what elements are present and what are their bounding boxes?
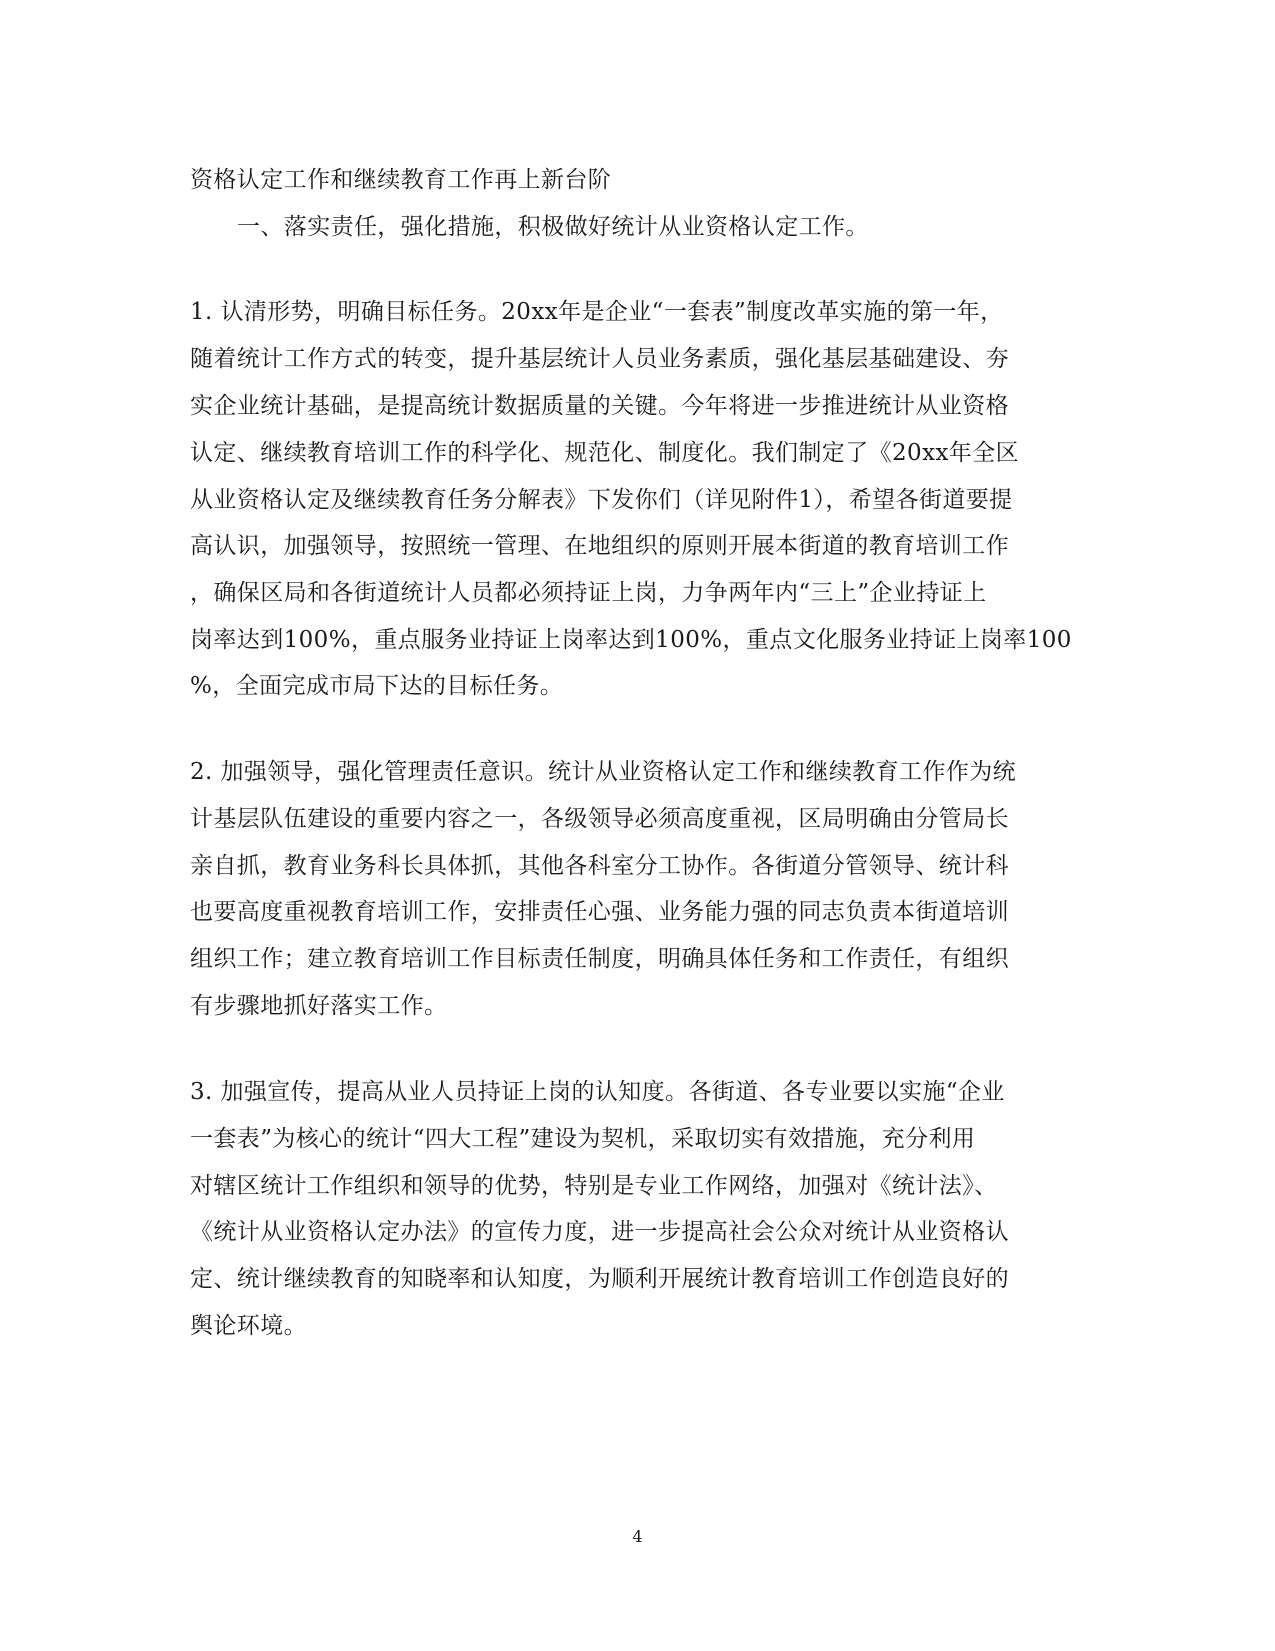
paragraph-line: 一套表”为核心的统计“四大工程”建设为契机，采取切实有效措施，充分利用 <box>190 1126 976 1152</box>
paragraph-line: 计基层队伍建设的重要内容之一，各级领导必须高度重视，区局明确由分管局长 <box>190 806 1009 832</box>
paragraph-line: 认定、继续教育培训工作的科学化、规范化、制度化。我们制定了《20xx年全区 <box>190 440 1020 466</box>
heading-line: 资格认定工作和继续教育工作再上新台阶 <box>190 167 612 193</box>
paragraph-line: 高认识，加强领导，按照统一管理、在地组织的原则开展本街道的教育培训工作 <box>190 533 1009 559</box>
paragraph-line: 也要高度重视教育培训工作，安排责任心强、业务能力强的同志负责本街道培训 <box>190 899 1009 925</box>
paragraph-line: 有步骤地抓好落实工作。 <box>190 993 448 1019</box>
paragraph-line: 岗率达到100%，重点服务业持证上岗率达到100%，重点文化服务业持证上岗率100 <box>190 627 1072 653</box>
paragraph-line: 组织工作；建立教育培训工作目标责任制度，明确具体任务和工作责任，有组织 <box>190 946 1009 972</box>
paragraph-line: 2. 加强领导，强化管理责任意识。统计从业资格认定工作和继续教育工作作为统 <box>190 759 1017 785</box>
section-heading: 一、落实责任，强化措施，积极做好统计从业资格认定工作。 <box>237 214 869 240</box>
paragraph-line: 亲自抓，教育业务科长具体抓，其他各科室分工协作。各街道分管领导、统计科 <box>190 853 1009 879</box>
paragraph-line: 定、统计继续教育的知晓率和认知度，为顺利开展统计教育培训工作创造良好的 <box>190 1266 1009 1292</box>
paragraph-line: 3. 加强宣传，提高从业人员持证上岗的认知度。各街道、各专业要以实施“企业 <box>190 1079 1005 1105</box>
paragraph-line: 对辖区统计工作组织和领导的优势，特别是专业工作网络，加强对《统计法》、 <box>190 1173 998 1199</box>
paragraph-line: 1. 认清形势，明确目标任务。20xx年是企业“一套表”制度改革实施的第一年， <box>190 299 1004 325</box>
paragraph-line: %，全面完成市局下达的目标任务。 <box>190 673 564 699</box>
page-number: 4 <box>632 1527 643 1546</box>
paragraph-line: 舆论环境。 <box>190 1313 307 1339</box>
paragraph-line: ，确保区局和各街道统计人员都必须持证上岗，力争两年内“三上”企业持证上 <box>190 580 987 606</box>
paragraph-line: 实企业统计基础，是提高统计数据质量的关键。今年将进一步推进统计从业资格 <box>190 393 1009 419</box>
paragraph-line: 从业资格认定及继续教育任务分解表》下发你们（详见附件1），希望各街道要提 <box>190 487 1013 513</box>
paragraph-line: 《统计从业资格认定办法》的宣传力度，进一步提高社会公众对统计从业资格认 <box>190 1219 1009 1245</box>
paragraph-line: 随着统计工作方式的转变，提升基层统计人员业务素质，强化基层基础建设、夯 <box>190 346 1009 372</box>
